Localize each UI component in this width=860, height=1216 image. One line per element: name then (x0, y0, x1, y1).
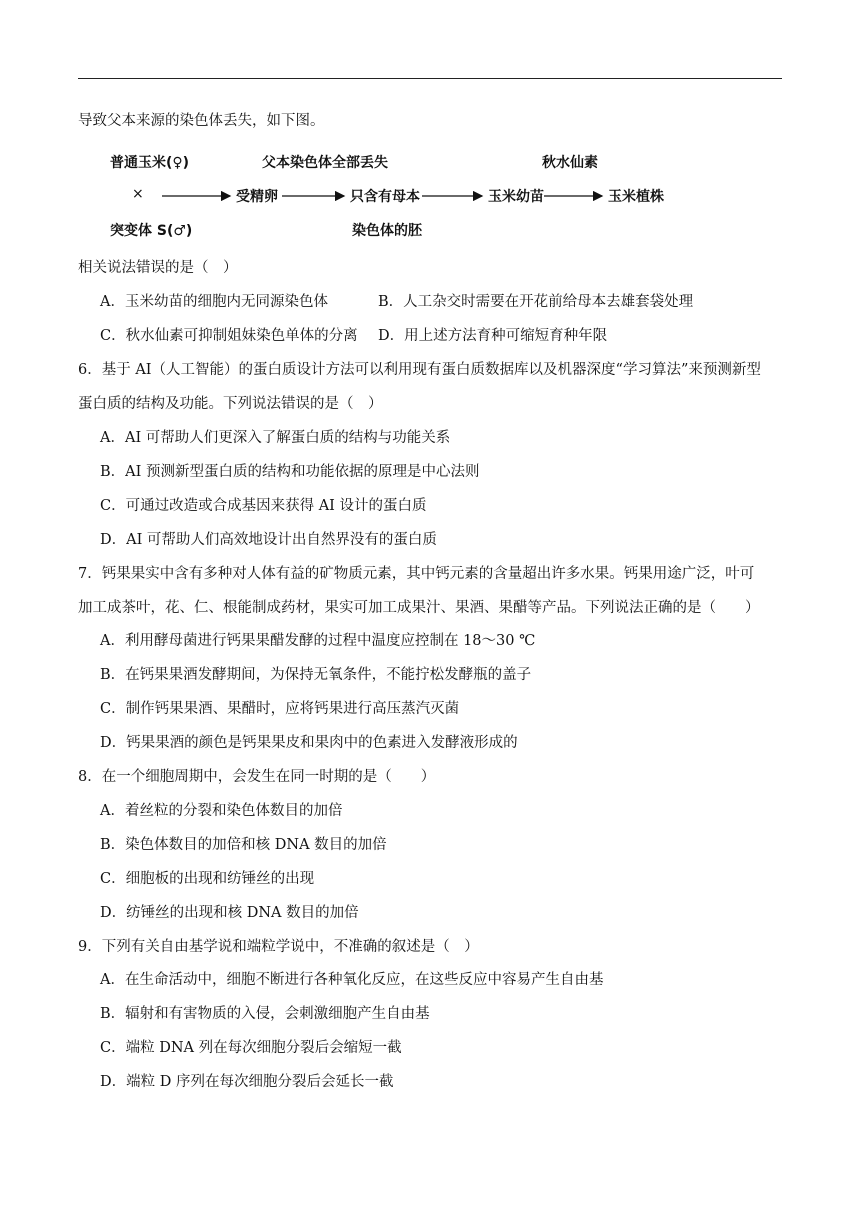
q6-option-c: C．可通过改造或合成基因来获得 AI 设计的蛋白质 (100, 498, 427, 514)
q6-option-b: B．AI 预测新型蛋白质的结构和功能依据的原理是中心法则 (100, 464, 480, 480)
q6-stem-line1: 6．基于 AI（人工智能）的蛋白质设计方法可以利用现有蛋白质数据库以及机器深度“学习算法”来预测新型 (78, 362, 761, 378)
embryo-label-line2: 染色体的胚 (352, 223, 422, 239)
q9-option-b: B．辐射和有害物质的入侵，会刺激细胞产生自由基 (100, 1006, 430, 1022)
q5-option-a: A．玉米幼苗的细胞内无同源染色体 (100, 294, 328, 310)
q6-stem-line2: 蛋白质的结构及功能。下列说法错误的是（ ） (78, 396, 383, 412)
flow-arrows (100, 148, 700, 240)
intro-line: 导致父本来源的染色体丢失，如下图。 (78, 113, 325, 129)
chromosome-loss-label: 父本染色体全部丢失 (262, 155, 388, 171)
q8-option-a: A．着丝粒的分裂和染色体数目的加倍 (100, 803, 343, 819)
embryo-label-line1: 只含有母本 (350, 189, 420, 205)
q9-option-a: A．在生命活动中，细胞不断进行各种氧化反应，在这些反应中容易产生自由基 (100, 972, 604, 988)
parent-male-label: 突变体 S(♂) (110, 223, 193, 239)
q7-stem-line2: 加工成茶叶，花、仁、根能制成药材，果实可加工成果汁、果酒、果醋等产品。下列说法正确的是（ ） (78, 600, 760, 616)
q8-stem: 8．在一个细胞周期中，会发生在同一时期的是（ ） (78, 769, 436, 785)
zygote-label: 受精卵 (236, 189, 278, 205)
q9-option-c: C．端粒 DNA 列在每次细胞分裂后会缩短一截 (100, 1040, 402, 1056)
q8-option-b: B．染色体数目的加倍和核 DNA 数目的加倍 (100, 837, 387, 853)
q7-option-a: A．利用酵母菌进行钙果果醋发酵的过程中温度应控制在 18～30 ℃ (100, 633, 536, 649)
parent-female-label: 普通玉米(♀) (110, 155, 190, 171)
cross-symbol: × (132, 186, 144, 202)
q7-option-d: D．钙果果酒的颜色是钙果果皮和果肉中的色素进入发酵液形成的 (100, 735, 518, 751)
q9-option-d: D．端粒 D 序列在每次细胞分裂后会延长一截 (100, 1074, 394, 1090)
q7-option-b: B．在钙果果酒发酵期间，为保持无氧条件，不能拧松发酵瓶的盖子 (100, 667, 532, 683)
plant-label: 玉米植株 (608, 189, 664, 205)
q6-option-d: D．AI 可帮助人们高效地设计出自然界没有的蛋白质 (100, 532, 437, 548)
q9-stem: 9．下列有关自由基学说和端粒学说中，不准确的叙述是（ ） (78, 939, 479, 955)
q7-stem-line1: 7．钙果果实中含有多种对人体有益的矿物质元素，其中钙元素的含量超出许多水果。钙果用途广泛，叶可 (78, 566, 755, 582)
q8-option-c: C．细胞板的出现和纺锤丝的出现 (100, 871, 315, 887)
header-rule (78, 78, 782, 79)
q5-option-c: C．秋水仙素可抑制姐妹染色单体的分离 (100, 328, 358, 344)
flow-diagram (100, 148, 700, 240)
colchicine-label: 秋水仙素 (542, 155, 598, 171)
q5-option-b: B．人工杂交时需要在开花前给母本去雄套袋处理 (378, 294, 694, 310)
q6-option-a: A．AI 可帮助人们更深入了解蛋白质的结构与功能关系 (100, 430, 451, 446)
q8-option-d: D．纺锤丝的出现和核 DNA 数目的加倍 (100, 905, 359, 921)
seedling-label: 玉米幼苗 (488, 189, 544, 205)
q7-option-c: C．制作钙果果酒、果醋时，应将钙果进行高压蒸汽灭菌 (100, 701, 460, 717)
q5-option-d: D．用上述方法育种可缩短育种年限 (378, 328, 608, 344)
q5-stem: 相关说法错误的是（ ） (78, 260, 238, 276)
